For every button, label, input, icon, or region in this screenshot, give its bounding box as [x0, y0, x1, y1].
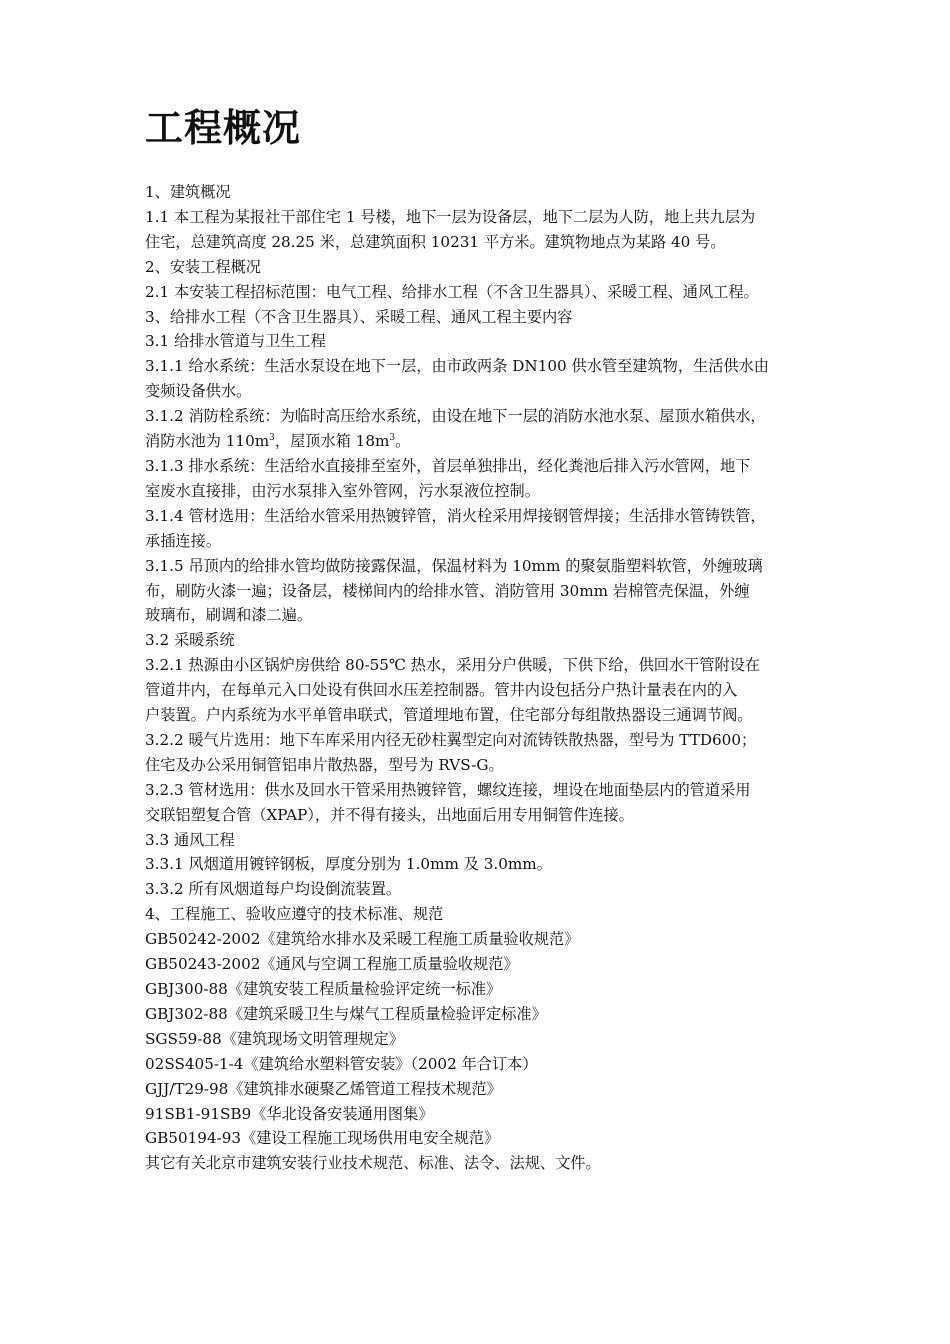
text-line: 3.1.3 排水系统：生活给水直接排至室外，首层单独排出，经化粪池后排入污水管网，地下 [145, 456, 751, 475]
text-line: 3.2.1 热源由小区锅炉房供给 80-55℃ 热水，采用分户供暖，下供下给，供回水干管附设在 [145, 656, 761, 675]
text-line: 布，刷防火漆一遍；设备层，楼梯间内的给排水管、消防管用 30mm 岩棉管壳保温，外缠 [145, 581, 750, 600]
text-segment: ，屋顶水箱 18m [274, 432, 390, 451]
text-line: 2.1 本安装工程招标范围：电气工程、给排水工程（不含卫生器具）、采暖工程、通风工程。 [145, 282, 759, 301]
text-line: 3.1.5 吊顶内的给排水管均做防接露保温，保温材料为 10mm 的聚氨脂塑料软管，外缠玻璃 [145, 556, 763, 575]
text-line: 3.2.3 管材选用：供水及回水干管采用热镀锌管，螺纹连接，埋设在地面垫层内的管道采用 [145, 780, 751, 799]
text-line: 3.2.2 暖气片选用：地下车库采用内径无砂柱翼型定向对流铸铁散热器，型号为 TTD600； [145, 730, 757, 749]
text-line: 3.2 采暖系统 [145, 631, 235, 650]
text-line: 4、工程施工、验收应遵守的技术标准、规范 [145, 905, 444, 924]
text-line: 住宅及办公采用铜管铝串片散热器，型号为 RVS-G。 [145, 755, 504, 774]
text-line: SGS59-88《建筑现场文明管理规定》 [145, 1029, 404, 1048]
text-line: 3.3.2 所有风烟道每户均设倒流装置。 [145, 880, 402, 899]
text-line: 2、安装工程概况 [145, 257, 261, 276]
text-line: GBJ300-88《建筑安装工程质量检验评定统一标准》 [145, 980, 502, 998]
document-title: 工程概况 [145, 106, 302, 150]
superscript: 3 [269, 433, 275, 443]
text-line: 3.1.4 管材选用：生活给水管采用热镀锌管，消火栓采用焊接钢管焊接；生活排水管铸铁管， [145, 506, 766, 525]
text-line: 1、建筑概况 [145, 183, 231, 201]
text-line: GB50243-2002《通风与空调工程施工质量验收规范》 [145, 955, 519, 974]
text-line: 变频设备供水。 [145, 382, 252, 401]
text-line: 02SS405-1-4《建筑给水塑料管安装》（2002 年合订本） [145, 1054, 538, 1073]
text-line: GJJ/T29-98《建筑排水硬聚乙烯管道工程技术规范》 [145, 1079, 502, 1098]
superscript: 3 [389, 433, 396, 443]
text-line: 3.3 通风工程 [145, 830, 235, 849]
text-line: 管道井内，在每单元入口处设有供回水压差控制器。管井内设包括分户热计量表在内的入 [145, 681, 738, 700]
text-line: GBJ302-88《建筑采暖卫生与煤气工程质量检验评定标准》 [145, 1004, 547, 1023]
text-line: 3.1.1 给水系统：生活水泵设在地下一层，由市政两条 DN100 供水管至建筑物，生活供水由 [145, 357, 769, 376]
document-body [145, 102, 825, 1176]
text-line: 3.3.1 风烟道用镀锌钢板，厚度分别为 1.0mm 及 3.0mm。 [145, 855, 552, 874]
text-segment: 消防水池为 110m [145, 432, 270, 451]
text-line: 其它有关北京市建筑安装行业技术规范、标准、法令、法规、文件。 [145, 1154, 601, 1173]
text-segment: 。 [395, 432, 411, 451]
text-line: 玻璃布，刷调和漆二遍。 [145, 606, 313, 625]
text-line: 1.1 本工程为某报社干部住宅 1 号楼，地下一层为设备层，地下二层为人防，地上共九层为 [145, 207, 756, 226]
document-lines [145, 180, 825, 1176]
text-line: 承插连接。 [145, 531, 221, 550]
text-line: 3、给排水工程（不含卫生器具）、采暖工程、通风工程主要内容 [145, 307, 573, 326]
text-line: 交联铝塑复合管（XPAP），并不得有接头，出地面后用专用铜管件连接。 [145, 805, 634, 824]
text-line: 室废水直接排，由污水泵排入室外管网，污水泵液位控制。 [145, 481, 540, 500]
text-line: 3.1 给排水管道与卫生工程 [145, 332, 326, 351]
text-line: GB50194-93《建设工程施工现场供用电安全规范》 [145, 1129, 500, 1148]
text-line: 3.1.2 消防栓系统：为临时高压给水系统，由设在地下一层的消防水池水泵、屋顶水箱供水， [145, 407, 766, 426]
text-line: 户装置。户内系统为水平单管串联式，管道埋地布置，住宅部分每组散热器设三通调节阀。 [145, 706, 753, 725]
text-line-with-superscripts [145, 429, 825, 454]
text-line: 住宅，总建筑高度 28.25 米，总建筑面积 10231 平方米。建筑物地点为某路 40 号。 [145, 232, 726, 251]
text-line: GB50242-2002《建筑给水排水及采暖工程施工质量验收规范》 [145, 930, 580, 949]
text-line: 91SB1-91SB9《华北设备安装通用图集》 [145, 1104, 434, 1123]
